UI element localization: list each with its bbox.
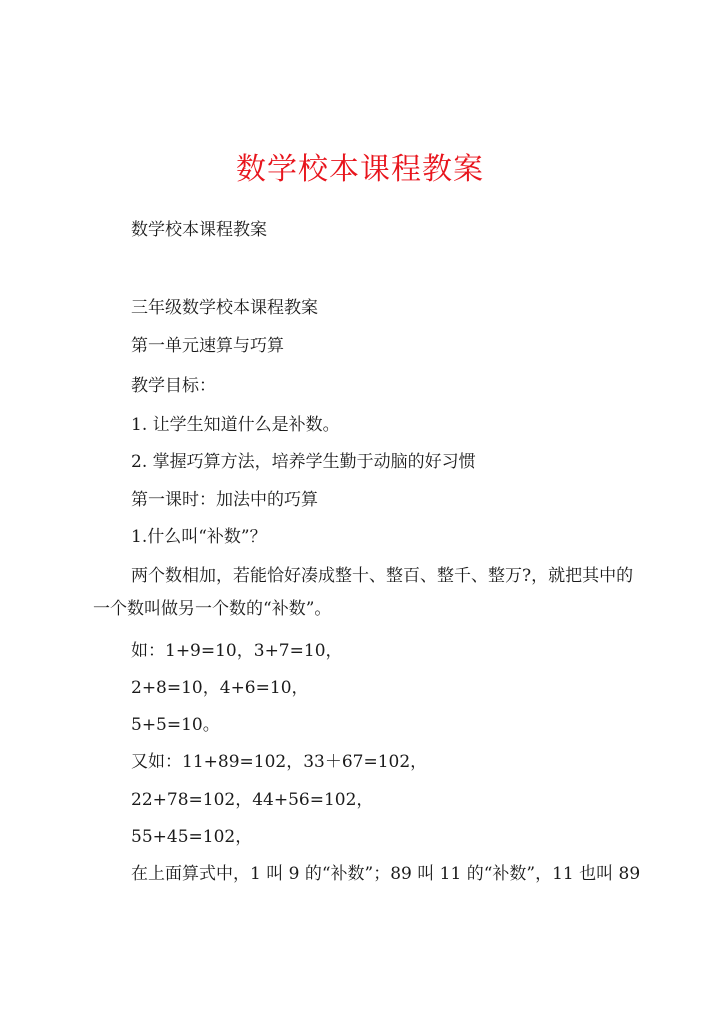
objectives-label: 教学目标： — [131, 376, 216, 396]
objective-2: 2. 掌握巧算方法，培养学生勤于动脑的好习惯 — [131, 452, 476, 472]
paragraph-line: 两个数相加，若能恰好凑成整十、整百、整千、整万?，就把其中的 — [131, 566, 634, 586]
example-line: 55+45=102， — [131, 827, 253, 847]
document-title: 数学校本课程教案 — [236, 152, 484, 187]
question-heading: 1.什么叫“补数”？ — [131, 527, 267, 547]
example-line: 如：1+9=10，3+7=10， — [131, 641, 343, 661]
example-line: 5+5=10。 — [131, 715, 220, 735]
example-line: 22+78=102，44+56=102， — [131, 790, 374, 810]
lesson-heading: 第一课时：加法中的巧算 — [131, 490, 318, 510]
unit-heading: 第一单元速算与巧算 — [131, 336, 284, 356]
example-line: 2+8=10，4+6=10， — [131, 678, 309, 698]
objective-1: 1. 让学生知道什么是补数。 — [131, 415, 340, 435]
paragraph-line: 在上面算式中，1 叫 9 的“补数”；89 叫 11 的“补数”，11 也叫 89 — [131, 864, 641, 884]
subtitle-line: 数学校本课程教案 — [131, 220, 267, 240]
paragraph-line: 一个数叫做另一个数的“补数”。 — [93, 599, 332, 619]
example-line: 又如：11+89=102，33＋67=102， — [131, 752, 428, 772]
grade-heading: 三年级数学校本课程教案 — [131, 298, 318, 318]
